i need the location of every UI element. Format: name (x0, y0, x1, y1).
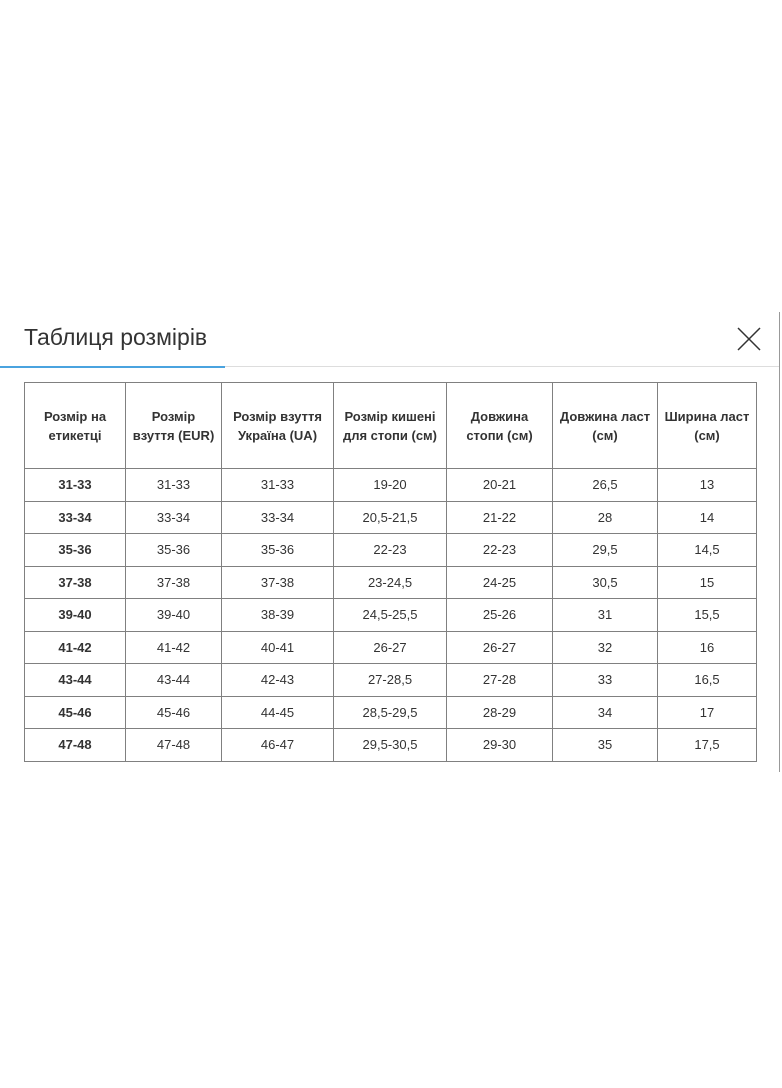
table-cell: 33-34 (25, 501, 126, 534)
table-cell: 43-44 (25, 664, 126, 697)
table-cell: 21-22 (447, 501, 553, 534)
table-cell: 14,5 (658, 534, 757, 567)
table-cell: 45-46 (25, 696, 126, 729)
table-cell: 22-23 (447, 534, 553, 567)
table-cell: 28-29 (447, 696, 553, 729)
table-cell: 27-28,5 (334, 664, 447, 697)
table-cell: 41-42 (126, 631, 222, 664)
table-cell: 45-46 (126, 696, 222, 729)
table-cell: 28,5-29,5 (334, 696, 447, 729)
table-cell: 35 (553, 729, 658, 762)
table-cell: 31-33 (25, 469, 126, 502)
column-header: Довжина стопи (см) (447, 383, 553, 469)
table-cell: 23-24,5 (334, 566, 447, 599)
table-cell: 38-39 (222, 599, 334, 632)
table-cell: 32 (553, 631, 658, 664)
table-row (25, 664, 757, 697)
table-cell: 16,5 (658, 664, 757, 697)
table-row (25, 469, 757, 502)
table-cell: 26,5 (553, 469, 658, 502)
table-header-row (25, 383, 757, 469)
table-cell: 39-40 (126, 599, 222, 632)
modal-right-border (779, 312, 780, 772)
table-cell: 37-38 (222, 566, 334, 599)
table-cell: 17 (658, 696, 757, 729)
table-row (25, 696, 757, 729)
table-row (25, 599, 757, 632)
size-table (24, 382, 757, 762)
column-header: Розмір взуття Україна (UA) (222, 383, 334, 469)
table-cell: 41-42 (25, 631, 126, 664)
table-cell: 24-25 (447, 566, 553, 599)
table-cell: 35-36 (222, 534, 334, 567)
table-cell: 15,5 (658, 599, 757, 632)
table-cell: 47-48 (126, 729, 222, 762)
column-header: Розмір кишені для стопи (см) (334, 383, 447, 469)
table-cell: 27-28 (447, 664, 553, 697)
table-cell: 37-38 (25, 566, 126, 599)
modal-title: Таблиця розмірів (24, 324, 208, 350)
table-cell: 17,5 (658, 729, 757, 762)
table-cell: 25-26 (447, 599, 553, 632)
table-cell: 39-40 (25, 599, 126, 632)
table-cell: 22-23 (334, 534, 447, 567)
table-cell: 20,5-21,5 (334, 501, 447, 534)
table-cell: 26-27 (334, 631, 447, 664)
table-cell: 30,5 (553, 566, 658, 599)
table-cell: 37-38 (126, 566, 222, 599)
table-cell: 29,5-30,5 (334, 729, 447, 762)
table-cell: 46-47 (222, 729, 334, 762)
column-header: Розмір взуття (EUR) (126, 383, 222, 469)
column-header: Довжина ласт (см) (553, 383, 658, 469)
table-cell: 13 (658, 469, 757, 502)
table-cell: 15 (658, 566, 757, 599)
table-cell: 33 (553, 664, 658, 697)
column-header: Розмір на етикетці (25, 383, 126, 469)
table-cell: 33-34 (222, 501, 334, 534)
table-cell: 35-36 (25, 534, 126, 567)
tab-active-indicator (0, 366, 225, 368)
table-cell: 43-44 (126, 664, 222, 697)
table-cell: 19-20 (334, 469, 447, 502)
table-cell: 31 (553, 599, 658, 632)
table-cell: 24,5-25,5 (334, 599, 447, 632)
table-cell: 28 (553, 501, 658, 534)
close-icon (736, 326, 762, 352)
table-cell: 44-45 (222, 696, 334, 729)
table-cell: 31-33 (126, 469, 222, 502)
table-cell: 31-33 (222, 469, 334, 502)
table-row (25, 566, 757, 599)
table-cell: 35-36 (126, 534, 222, 567)
table-cell: 29-30 (447, 729, 553, 762)
table-cell: 16 (658, 631, 757, 664)
table-cell: 20-21 (447, 469, 553, 502)
table-cell: 14 (658, 501, 757, 534)
table-cell: 40-41 (222, 631, 334, 664)
table-cell: 34 (553, 696, 658, 729)
table-row (25, 631, 757, 664)
table-row (25, 534, 757, 567)
close-button[interactable] (736, 326, 762, 352)
table-row (25, 729, 757, 762)
table-cell: 26-27 (447, 631, 553, 664)
table-cell: 33-34 (126, 501, 222, 534)
table-cell: 42-43 (222, 664, 334, 697)
table-cell: 47-48 (25, 729, 126, 762)
table-row (25, 501, 757, 534)
column-header: Ширина ласт (см) (658, 383, 757, 469)
table-cell: 29,5 (553, 534, 658, 567)
